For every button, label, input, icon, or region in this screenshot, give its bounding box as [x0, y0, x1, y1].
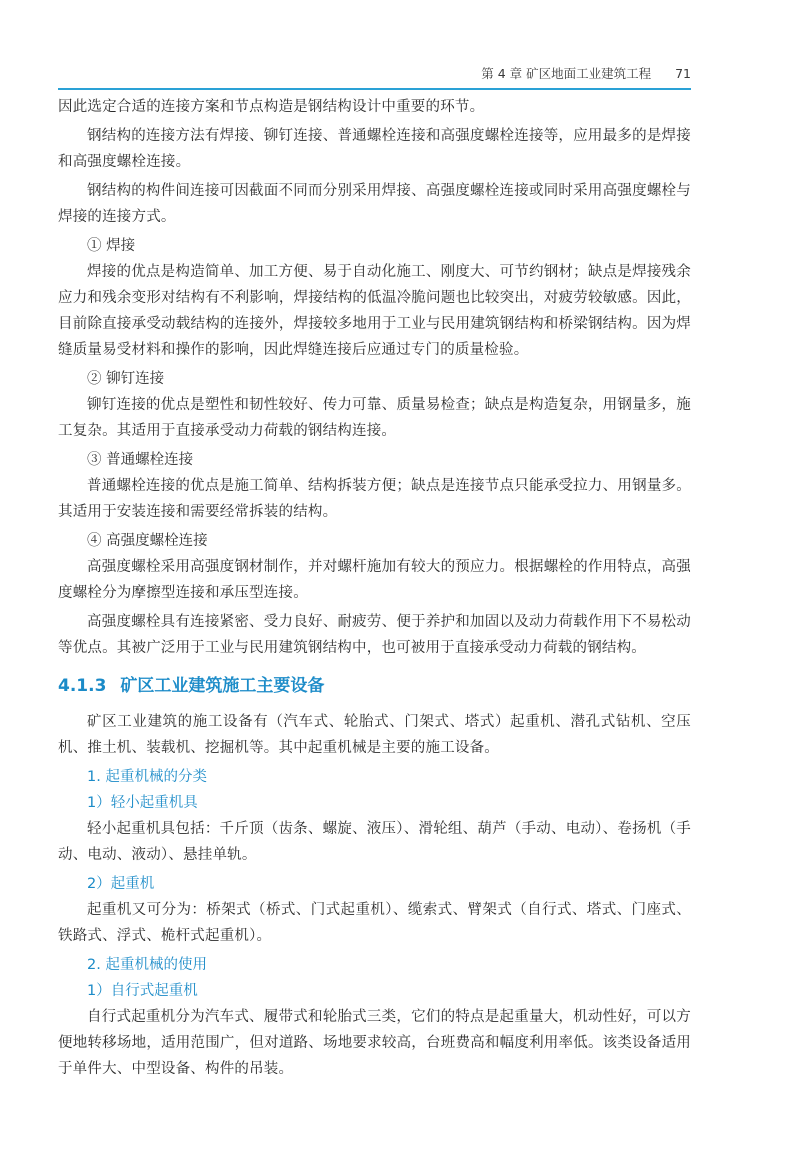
chapter-title: 第 4 章 矿区地面工业建筑工程 [481, 66, 652, 81]
paragraph: 焊接的优点是构造简单、加工方便、易于自动化施工、刚度大、可节约钢材；缺点是焊接残余应力和残余变形对结构有不利影响，焊接结构的低温冷脆问题也比较突出，对疲劳较敏感。因此，目前除直接承受动载结构的连接外，焊接较多地用于工业与民用建筑钢结构和桥梁钢结构。因为焊缝质量易受材料和操作的影响，因此焊缝连接后应通过专门的质量检验。 [58, 264, 691, 358]
header-divider [58, 88, 691, 90]
list-item-heading: ④ 高强度螺栓连接 [87, 533, 208, 549]
subheading: 2）起重机 [87, 876, 155, 892]
section-heading [58, 673, 691, 699]
paragraph: 矿区工业建筑的施工设备有（汽车式、轮胎式、门架式、塔式）起重机、潜孔式钻机、空压机、推土机、装载机、挖掘机等。其中起重机械是主要的施工设备。 [58, 714, 691, 756]
list-item-heading: ① 焊接 [87, 238, 136, 254]
subheading: 2. 起重机械的使用 [87, 957, 207, 973]
paragraph: 钢结构的构件间连接可因截面不同而分别采用焊接、高强度螺栓连接或同时采用高强度螺栓与焊接的连接方式。 [58, 183, 691, 225]
paragraph: 轻小起重机具包括：千斤顶（齿条、螺旋、液压）、滑轮组、葫芦（手动、电动）、卷扬机（手动、电动、液动）、悬挂单轨。 [58, 821, 691, 863]
paragraph: 普通螺栓连接的优点是施工简单、结构拆装方便；缺点是连接节点只能承受拉力、用钢量多。其适用于安装连接和需要经常拆装的结构。 [58, 478, 691, 520]
paragraph: 起重机又可分为：桥架式（桥式、门式起重机）、缆索式、臂架式（自行式、塔式、门座式、铁路式、浮式、桅杆式起重机）。 [58, 902, 691, 944]
list-item-heading: ② 铆钉连接 [87, 371, 165, 387]
body-text-bottom [58, 709, 691, 1082]
paragraph: 高强度螺栓具有连接紧密、受力良好、耐疲劳、便于养护和加固以及动力荷载作用下不易松动等优点。其被广泛用于工业与民用建筑钢结构中，也可被用于直接承受动力荷载的钢结构。 [58, 614, 691, 656]
section-title: 矿区工业建筑施工主要设备 [120, 676, 325, 696]
list-item-heading: ③ 普通螺栓连接 [87, 452, 194, 468]
body-text-top [58, 94, 691, 661]
subheading: 1）轻小起重机具 [87, 795, 198, 811]
section-number: 4.1.3 [58, 676, 107, 696]
paragraph: 铆钉连接的优点是塑性和韧性较好、传力可靠、质量易检查；缺点是构造复杂，用钢量多，施工复杂。其适用于直接承受动力荷载的钢结构连接。 [58, 397, 691, 439]
page-number: 71 [675, 66, 691, 81]
subheading: 1）自行式起重机 [87, 983, 198, 999]
paragraph: 因此选定合适的连接方案和节点构造是钢结构设计中重要的环节。 [58, 99, 485, 115]
subheading: 1. 起重机械的分类 [87, 769, 207, 785]
paragraph: 高强度螺栓采用高强度钢材制作，并对螺杆施加有较大的预应力。根据螺栓的作用特点，高强度螺栓分为摩擦型连接和承压型连接。 [58, 559, 691, 601]
page-body [58, 94, 691, 1085]
page-header [58, 64, 691, 86]
paragraph: 钢结构的连接方法有焊接、铆钉连接、普通螺栓连接和高强度螺栓连接等，应用最多的是焊接和高强度螺栓连接。 [58, 128, 691, 170]
paragraph: 自行式起重机分为汽车式、履带式和轮胎式三类，它们的特点是起重量大，机动性好，可以方便地转移场地，适用范围广，但对道路、场地要求较高，台班费高和幅度利用率低。该类设备适用于单件大、中型设备、构件的吊装。 [58, 1009, 691, 1077]
